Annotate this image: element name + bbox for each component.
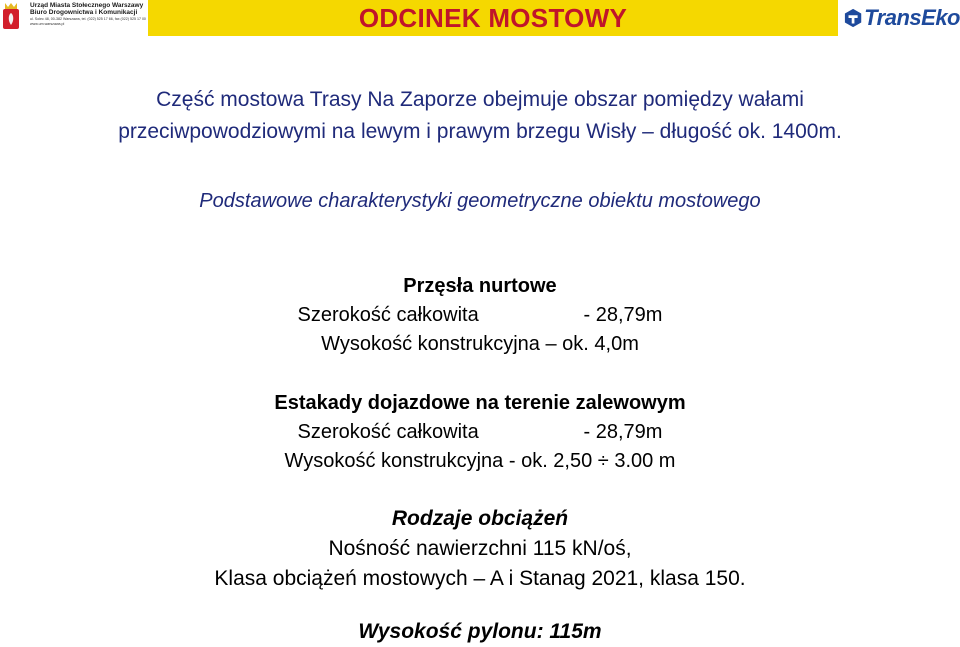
intro-paragraph [0,84,960,148]
spans-height: Wysokość konstrukcyjna – ok. 4,0m [321,333,639,355]
page-title: ODCINEK MOSTOWY [358,2,628,33]
viaducts-width-label: Szerokość całkowita [297,421,479,443]
spans-section [0,272,960,359]
viaducts-width-row [298,418,663,447]
viaducts-section [0,389,960,476]
viaducts-heading: Estakady dojazdowe na terenie zalewowym [274,392,686,414]
title-banner [148,0,838,36]
org-name-line1: Urząd Miasta Stołecznego Warszawy [30,2,144,9]
loads-line2: Klasa obciążeń mostowych – A i Stanag 2021, klasa 150. [214,567,746,590]
spans-heading: Przęsła nurtowe [403,275,557,297]
loads-section [0,504,960,594]
spans-width-label: Szerokość całkowita [297,304,479,326]
city-office-logo [0,0,148,36]
loads-line1: Nośność nawierzchni 115 kN/oś, [328,537,632,560]
spans-width-row [298,301,663,330]
spans-width-value: - 28,79m [583,304,663,326]
org-address-line2: www.um.warszawa.pl [30,21,65,26]
org-name [30,2,146,16]
intro-line1: Część mostowa Trasy Na Zaporze obejmuje obszar pomiędzy wałami [156,88,804,111]
transeko-mark-icon [844,7,862,29]
section-subtitle: Podstawowe charakterystyki geometryczne obiektu mostowego [199,190,761,212]
org-address [30,17,148,26]
viaducts-width-value: - 28,79m [583,421,663,443]
transeko-logo [838,0,960,36]
intro-line2: przeciwpowodziowymi na lewym i prawym brzegu Wisły – długość ok. 1400m. [118,120,842,143]
loads-heading: Rodzaje obciążeń [391,507,569,530]
warsaw-crest-icon [3,3,19,29]
header-bar [0,0,960,36]
org-address-line1: ul. Solec 48, 00-382 Warszawa, tel. (022) 525 17 66, fax (022) 525 17 00 [30,17,146,21]
pylon-height: Wysokość pylonu: 115m [358,620,602,643]
viaducts-height: Wysokość konstrukcyjna - ok. 2,50 ÷ 3.00 m [284,450,676,472]
org-name-line2: Biuro Drogownictwa i Komunikacji [30,9,138,16]
transeko-wordmark: TransEko [864,5,960,30]
